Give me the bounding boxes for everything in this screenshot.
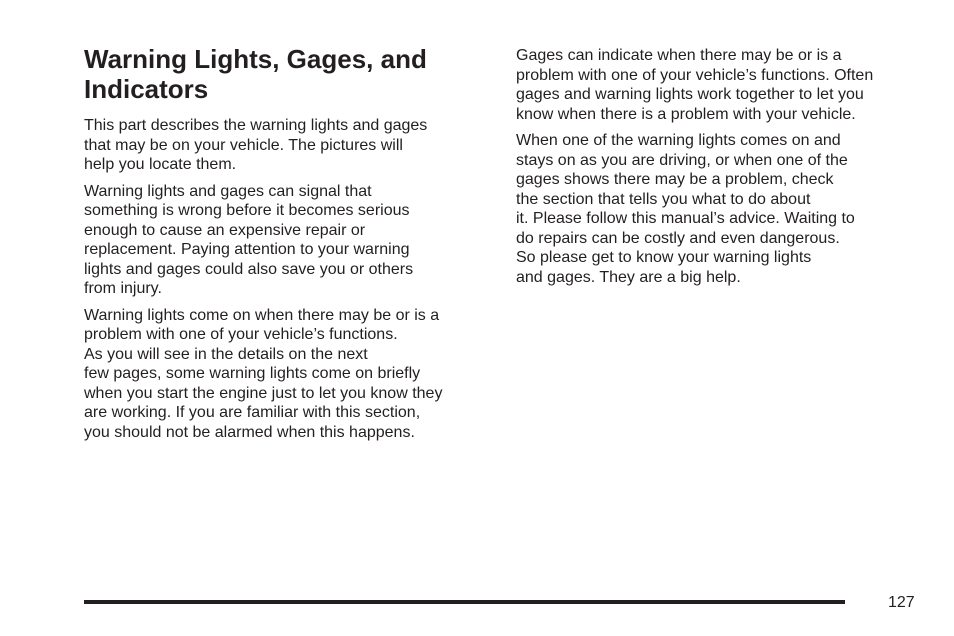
page-title: Warning Lights, Gages, and Indicators [84,44,427,104]
warning-lights-paragraph: Warning lights come on when there may be or is a problem with one of your vehicle’s functions. As you will see in the details on the next few pages, some warning lights come on briefly when you start the engine just to let you know they are working. If you are familiar with this section, you should not be alarmed when this happens. [84,306,443,441]
signal-paragraph: Warning lights and gages can signal that something is wrong before it becomes serious enough to cause an expensive repair or replacement. Paying attention to your warning lights and gages could also save you or others from injury. [84,182,414,297]
gages-paragraph: Gages can indicate when there may be or is a problem with one of your vehicle’s functions. Often gages and warning lights work together to let you know when there is a problem with your vehicle. [516,47,874,123]
left-column [84,44,494,449]
right-column [516,46,916,294]
intro-paragraph: This part describes the warning lights and gages that may be on your vehicle. The pictures will help you locate them. [84,117,428,173]
advice-paragraph: When one of the warning lights comes on and stays on as you are driving, or when one of the gages shows there may be a problem, check the section that tells you what to do about it. Please follow this manual’s advice. Waiting to do repairs can be costly and even dangerous. So please get to know your warning lights and gages. They are a big help. [516,132,855,286]
footer-rule [84,600,845,604]
page-number: 127 [888,594,915,611]
